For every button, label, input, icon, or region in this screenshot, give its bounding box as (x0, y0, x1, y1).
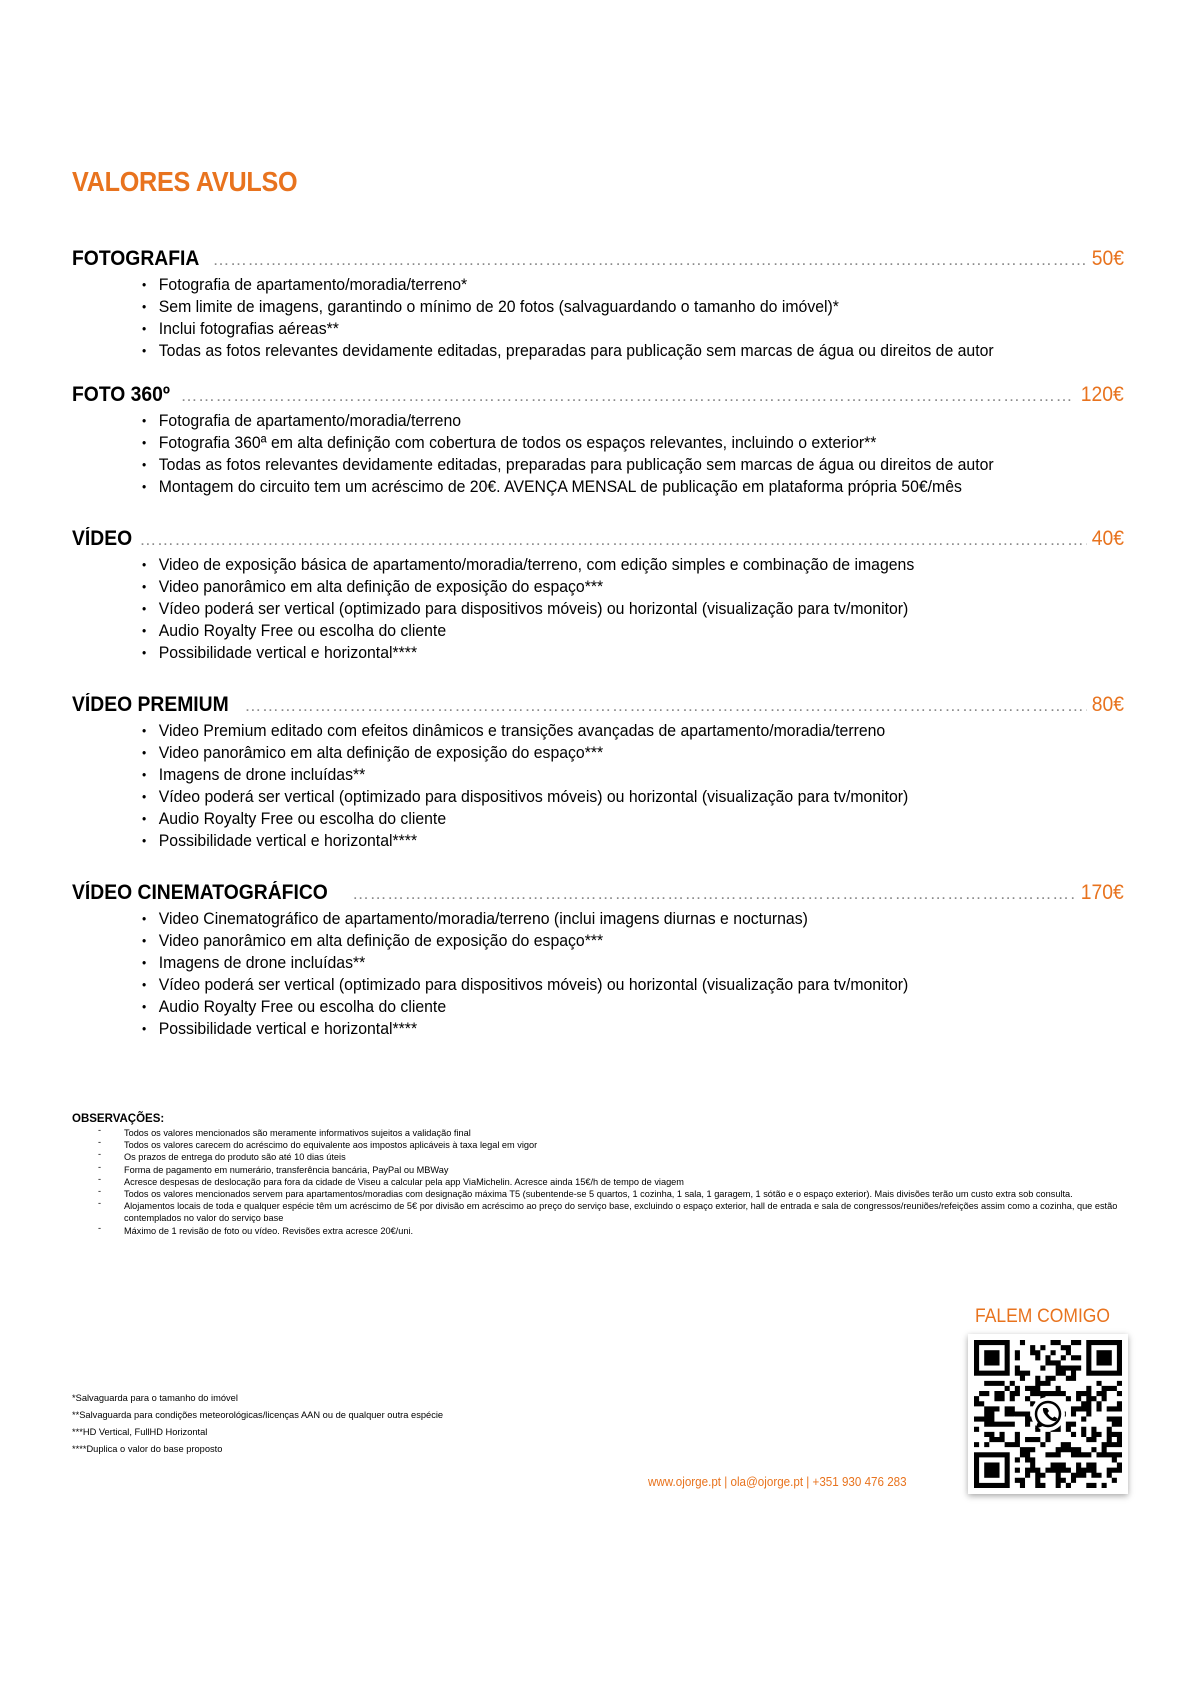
list-item: • Vídeo poderá ser vertical (optimizado para dispositivos móveis) ou horizontal (visualização para tv/monitor) (142, 974, 1055, 996)
item-list (72, 720, 1124, 852)
section-header (72, 690, 1124, 720)
item-list (72, 908, 1124, 1040)
observation-item: - Todos os valores carecem do acréscimo do equivalente aos impostos aplicáveis à taxa legal em vigor (98, 1139, 1122, 1151)
dot-leader (181, 381, 1076, 410)
section-header (72, 380, 1124, 410)
section-name: VÍDEO (72, 527, 133, 550)
observation-item: - Forma de pagamento em numerário, transferência bancária, PayPal ou MBWay (98, 1164, 1122, 1176)
item-list (72, 554, 1124, 664)
item-list (72, 410, 1124, 498)
list-item: • Video Premium editado com efeitos dinâmicos e transições avançadas de apartamento/moradia/terreno (142, 720, 1055, 742)
item-list (72, 274, 1124, 362)
contact-info: www.ojorge.pt | ola@ojorge.pt | +351 930 476 283 (648, 1475, 907, 1489)
dot-leader (212, 245, 1087, 274)
section-name: VÍDEO PREMIUM (72, 693, 229, 716)
page-title: VALORES AVULSO (72, 166, 298, 197)
footnote: *Salvaguarda para o tamanho do imóvel (72, 1393, 238, 1403)
list-item: • Possibilidade vertical e horizontal**** (142, 642, 1055, 664)
observations-list (72, 1127, 1122, 1237)
list-item: • Todas as fotos relevantes devidamente editadas, preparadas para publicação sem marcas de água ou direitos de autor (142, 454, 1055, 476)
list-item: • Video panorâmico em alta definição de exposição do espaço*** (142, 930, 1055, 952)
list-item: • Todas as fotos relevantes devidamente editadas, preparadas para publicação sem marcas de água ou direitos de autor (142, 340, 1055, 362)
list-item: • Montagem do circuito tem um acréscimo de 20€. AVENÇA MENSAL de publicação em plataforma própria 50€/mês (142, 476, 1055, 498)
observation-item: - Máximo de 1 revisão de foto ou vídeo. Revisões extra acresce 20€/uni. (98, 1225, 1122, 1237)
price-sections (72, 244, 1124, 1040)
list-item: • Possibilidade vertical e horizontal**** (142, 1018, 1055, 1040)
section-price: 120€ (1081, 383, 1124, 406)
section-header (72, 878, 1124, 908)
observation-item: - Todos os valores mencionados servem para apartamentos/moradias com designação máxima T5 (subentende-se 5 quartos, 1 cozinha, 1 sala, 1 garagem, 1 sótão e o espaço exterior). Mais divisões terão um custo extra sob consulta. (98, 1188, 1122, 1200)
list-item: • Fotografia de apartamento/moradia/terreno* (142, 274, 1055, 296)
footnotes (72, 1390, 443, 1458)
section-price: 80€ (1091, 693, 1124, 716)
list-item: • Vídeo poderá ser vertical (optimizado para dispositivos móveis) ou horizontal (visualização para tv/monitor) (142, 786, 1055, 808)
section-price: 40€ (1091, 527, 1124, 550)
list-item: • Video Cinematográfico de apartamento/moradia/terreno (inclui imagens diurnas e nocturnas) (142, 908, 1055, 930)
section-video-cinematografico (72, 878, 1124, 1040)
section-fotografia (72, 244, 1124, 362)
section-name: FOTOGRAFIA (72, 247, 200, 270)
section-video-premium (72, 690, 1124, 852)
contact-title: FALEM COMIGO (975, 1306, 1111, 1327)
section-name: FOTO 360º (72, 383, 170, 406)
footnote: **Salvaguarda para condições meteorológicas/licenças AAN ou de qualquer outra espécie (72, 1410, 444, 1420)
list-item: • Video de exposição básica de apartamento/moradia/terreno, com edição simples e combinação de imagens (142, 554, 1055, 576)
list-item: • Imagens de drone incluídas** (142, 764, 1055, 786)
observation-item: - Acresce despesas de deslocação para fora da cidade de Viseu a calcular pela app ViaMichelin. Acresce ainda 15€/h de tempo de viagem (98, 1176, 1122, 1188)
footnote: ****Duplica o valor do base proposto (72, 1444, 223, 1454)
list-item: • Audio Royalty Free ou escolha do cliente (142, 620, 1055, 642)
section-name: VÍDEO CINEMATOGRÁFICO (72, 881, 328, 904)
section-header (72, 524, 1124, 554)
section-video (72, 524, 1124, 664)
list-item: • Inclui fotografias aéreas** (142, 318, 1055, 340)
list-item: • Imagens de drone incluídas** (142, 952, 1055, 974)
observation-item: - Todos os valores mencionados são meramente informativos sujeitos a validação final (98, 1127, 1122, 1139)
section-price: 170€ (1081, 881, 1124, 904)
observations (72, 1113, 1122, 1237)
list-item: • Fotografia de apartamento/moradia/terreno (142, 410, 1055, 432)
observation-item: - Os prazos de entrega do produto são até 10 dias úteis (98, 1151, 1122, 1163)
dot-leader (139, 525, 1087, 554)
observation-item: - Alojamentos locais de toda e qualquer espécie têm um acréscimo de 5€ por divisão em acréscimo ao preço do serviço base, excluindo o espaço exterior, hall de entrada e sala de congressos/reuniões/refeições assim como a cozinha, que estão contemplados no valor do serviço base (98, 1200, 1122, 1224)
section-price: 50€ (1091, 247, 1124, 270)
section-header (72, 244, 1124, 274)
list-item: • Audio Royalty Free ou escolha do cliente (142, 808, 1055, 830)
footnote: ***HD Vertical, FullHD Horizontal (72, 1427, 208, 1437)
list-item: • Sem limite de imagens, garantindo o mínimo de 20 fotos (salvaguardando o tamanho do imóvel)* (142, 296, 1055, 318)
section-foto-360 (72, 380, 1124, 498)
dot-leader (244, 691, 1087, 720)
list-item: • Video panorâmico em alta definição de exposição do espaço*** (142, 742, 1055, 764)
dot-leader (352, 879, 1075, 908)
list-item: • Vídeo poderá ser vertical (optimizado para dispositivos móveis) ou horizontal (visualização para tv/monitor) (142, 598, 1055, 620)
list-item: • Fotografia 360ª em alta definição com cobertura de todos os espaços relevantes, incluindo o exterior** (142, 432, 1055, 454)
list-item: • Audio Royalty Free ou escolha do cliente (142, 996, 1055, 1018)
list-item: • Possibilidade vertical e horizontal**** (142, 830, 1055, 852)
observations-title: OBSERVAÇÕES: (72, 1113, 165, 1125)
list-item: • Video panorâmico em alta definição de exposição do espaço*** (142, 576, 1055, 598)
qr-code-whatsapp-icon[interactable] (968, 1334, 1128, 1494)
